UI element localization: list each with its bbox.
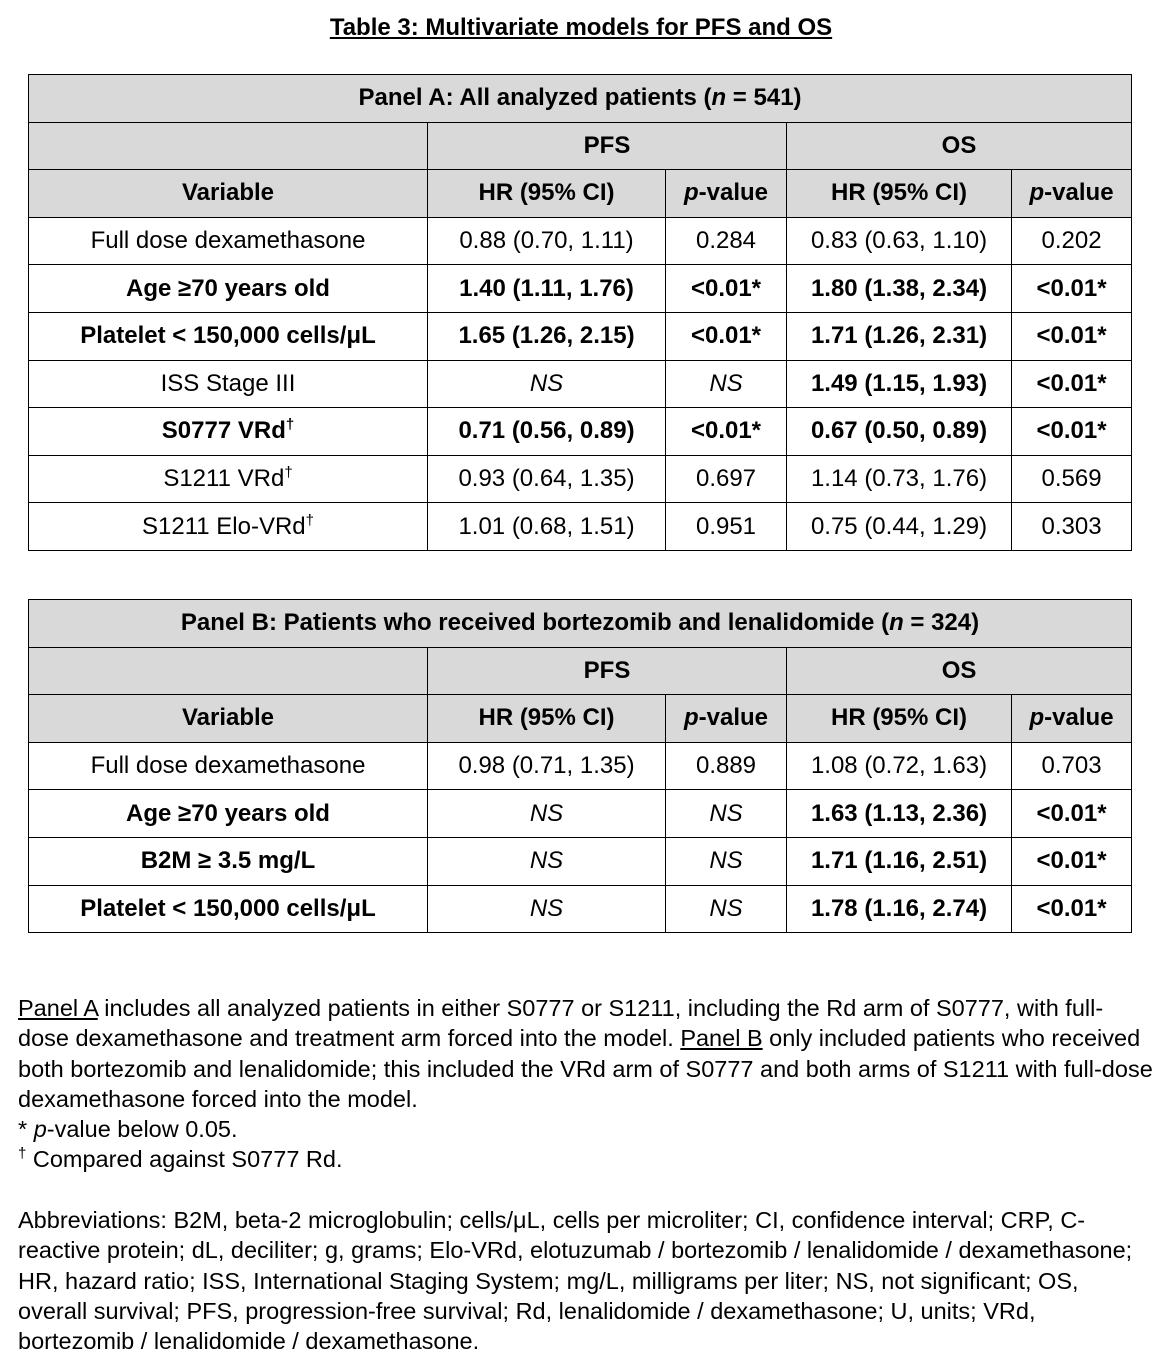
variable-cell: Age ≥70 years old	[29, 265, 428, 313]
variable-cell: Platelet < 150,000 cells/μL	[29, 312, 428, 360]
panel-b-group-os: OS	[787, 647, 1132, 695]
os-hr-cell: 0.75 (0.44, 1.29)	[787, 503, 1012, 551]
panel-a-column-header-row	[29, 170, 1132, 218]
os-hr-cell: 1.49 (1.15, 1.93)	[787, 360, 1012, 408]
pfs-p-cell: 0.697	[666, 455, 787, 503]
pfs-p-cell: <0.01*	[666, 312, 787, 360]
table-row	[29, 360, 1132, 408]
pfs-hr-cell: 0.93 (0.64, 1.35)	[428, 455, 666, 503]
table-row	[29, 217, 1132, 265]
pfs-hr-cell: NS	[428, 885, 666, 933]
table-row	[29, 408, 1132, 456]
variable-cell: Platelet < 150,000 cells/μL	[29, 885, 428, 933]
os-hr-cell: 1.08 (0.72, 1.63)	[787, 742, 1012, 790]
panel-b-group-blank	[29, 647, 428, 695]
footnotes	[18, 993, 1153, 1357]
panel-b-heading: Panel B: Patients who received bortezomib and lenalidomide (n = 324)	[29, 600, 1132, 648]
panel-b-group-row	[29, 647, 1132, 695]
pfs-p-cell: NS	[666, 360, 787, 408]
pfs-hr-cell: 0.98 (0.71, 1.35)	[428, 742, 666, 790]
panel-b-col-os-hr: HR (95% CI)	[787, 695, 1012, 743]
pfs-hr-cell: NS	[428, 790, 666, 838]
panel-a-col-pfs-p: p-value	[666, 170, 787, 218]
os-hr-cell: 1.80 (1.38, 2.34)	[787, 265, 1012, 313]
os-hr-cell: 1.78 (1.16, 2.74)	[787, 885, 1012, 933]
pfs-p-cell: <0.01*	[666, 408, 787, 456]
os-hr-cell: 1.71 (1.26, 2.31)	[787, 312, 1012, 360]
table-row	[29, 503, 1132, 551]
os-p-cell: 0.569	[1012, 455, 1132, 503]
panel-a-group-os: OS	[787, 122, 1132, 170]
panel-a-group-row	[29, 122, 1132, 170]
variable-cell: S1211 Elo-VRd†	[29, 503, 428, 551]
pfs-p-cell: 0.284	[666, 217, 787, 265]
table-row	[29, 265, 1132, 313]
variable-cell: Age ≥70 years old	[29, 790, 428, 838]
os-p-cell: 0.303	[1012, 503, 1132, 551]
pfs-hr-cell: 0.88 (0.70, 1.11)	[428, 217, 666, 265]
significance-note: * p-value below 0.05.	[18, 1116, 238, 1143]
panel-a-heading: Panel A: All analyzed patients (n = 541)	[29, 75, 1132, 123]
panel-b-label: Panel B	[680, 1025, 763, 1052]
panel-a-col-pfs-hr: HR (95% CI)	[428, 170, 666, 218]
variable-cell: ISS Stage III	[29, 360, 428, 408]
os-p-cell: <0.01*	[1012, 360, 1132, 408]
table-row	[29, 742, 1132, 790]
os-p-cell: <0.01*	[1012, 265, 1132, 313]
panel-b-column-header-row	[29, 695, 1132, 743]
os-hr-cell: 0.67 (0.50, 0.89)	[787, 408, 1012, 456]
panel-a-label: Panel A	[18, 995, 98, 1021]
dagger-mark: †	[284, 464, 293, 482]
panel-b-col-pfs-hr: HR (95% CI)	[428, 695, 666, 743]
os-p-cell: <0.01*	[1012, 408, 1132, 456]
os-hr-cell: 1.71 (1.16, 2.51)	[787, 837, 1012, 885]
pfs-p-cell: NS	[666, 790, 787, 838]
panel-b-heading-row	[29, 600, 1132, 648]
table-row	[29, 455, 1132, 503]
os-hr-cell: 1.14 (0.73, 1.76)	[787, 455, 1012, 503]
panel-b-table	[28, 599, 1132, 933]
os-hr-cell: 0.83 (0.63, 1.10)	[787, 217, 1012, 265]
pfs-p-cell: <0.01*	[666, 265, 787, 313]
pfs-p-cell: 0.889	[666, 742, 787, 790]
table-row	[29, 885, 1132, 933]
panel-b-col-os-p: p-value	[1012, 695, 1132, 743]
variable-cell: Full dose dexamethasone	[29, 742, 428, 790]
panel-a-col-variable: Variable	[29, 170, 428, 218]
table-row	[29, 312, 1132, 360]
panel-a-group-blank	[29, 122, 428, 170]
pfs-p-cell: 0.951	[666, 503, 787, 551]
pfs-p-cell: NS	[666, 837, 787, 885]
variable-cell: S0777 VRd†	[29, 408, 428, 456]
variable-cell: Full dose dexamethasone	[29, 217, 428, 265]
panel-b-col-pfs-p: p-value	[666, 695, 787, 743]
panel-description: Panel A includes all analyzed patients in either S0777 or S1211, including the Rd arm of S0777, with full-dose dexamethasone and treatment arm forced into the model. Panel B only included patients who received both bortezomib and lenalidomide; this included the VRd arm of S0777 and both arms of S1211 with full-dose dexamethasone forced into the model.	[18, 995, 1153, 1112]
pfs-hr-cell: 1.65 (1.26, 2.15)	[428, 312, 666, 360]
os-p-cell: 0.703	[1012, 742, 1132, 790]
os-p-cell: <0.01*	[1012, 885, 1132, 933]
pfs-hr-cell: NS	[428, 837, 666, 885]
panel-a-col-os-hr: HR (95% CI)	[787, 170, 1012, 218]
panel-b-group-pfs: PFS	[428, 647, 787, 695]
os-p-cell: 0.202	[1012, 217, 1132, 265]
table-row	[29, 790, 1132, 838]
panel-a-heading-row	[29, 75, 1132, 123]
pfs-hr-cell: NS	[428, 360, 666, 408]
panel-a-table	[28, 74, 1132, 551]
panel-a-group-pfs: PFS	[428, 122, 787, 170]
pfs-hr-cell: 1.40 (1.11, 1.76)	[428, 265, 666, 313]
dagger-mark: †	[285, 416, 295, 434]
os-p-cell: <0.01*	[1012, 312, 1132, 360]
dagger-mark: †	[305, 511, 314, 529]
pfs-p-cell: NS	[666, 885, 787, 933]
pfs-hr-cell: 1.01 (0.68, 1.51)	[428, 503, 666, 551]
variable-cell: S1211 VRd†	[29, 455, 428, 503]
os-p-cell: <0.01*	[1012, 837, 1132, 885]
os-p-cell: <0.01*	[1012, 790, 1132, 838]
abbreviations-note: Abbreviations: B2M, beta-2 microglobulin; cells/μL, cells per microliter; CI, confidence interval; CRP, C-reactive protein; dL, deciliter; g, grams; Elo-VRd, elotuzumab / bortezomib / lenalidomide / dexamethasone; HR, hazard ratio; ISS, International Staging System; mg/L, milligrams per liter; NS, not significant; OS, overall survival; PFS, progression-free survival; Rd, lenalidomide / dexamethasone; U, units; VRd, bortezomib / lenalidomide / dexamethasone.	[18, 1207, 1133, 1355]
panel-a-col-os-p: p-value	[1012, 170, 1132, 218]
variable-cell: B2M ≥ 3.5 mg/L	[29, 837, 428, 885]
table-row	[29, 837, 1132, 885]
dagger-note: † Compared against S0777 Rd.	[18, 1145, 343, 1173]
os-hr-cell: 1.63 (1.13, 2.36)	[787, 790, 1012, 838]
panel-b-col-variable: Variable	[29, 695, 428, 743]
table-title: Table 3: Multivariate models for PFS and OS	[329, 14, 833, 41]
pfs-hr-cell: 0.71 (0.56, 0.89)	[428, 408, 666, 456]
